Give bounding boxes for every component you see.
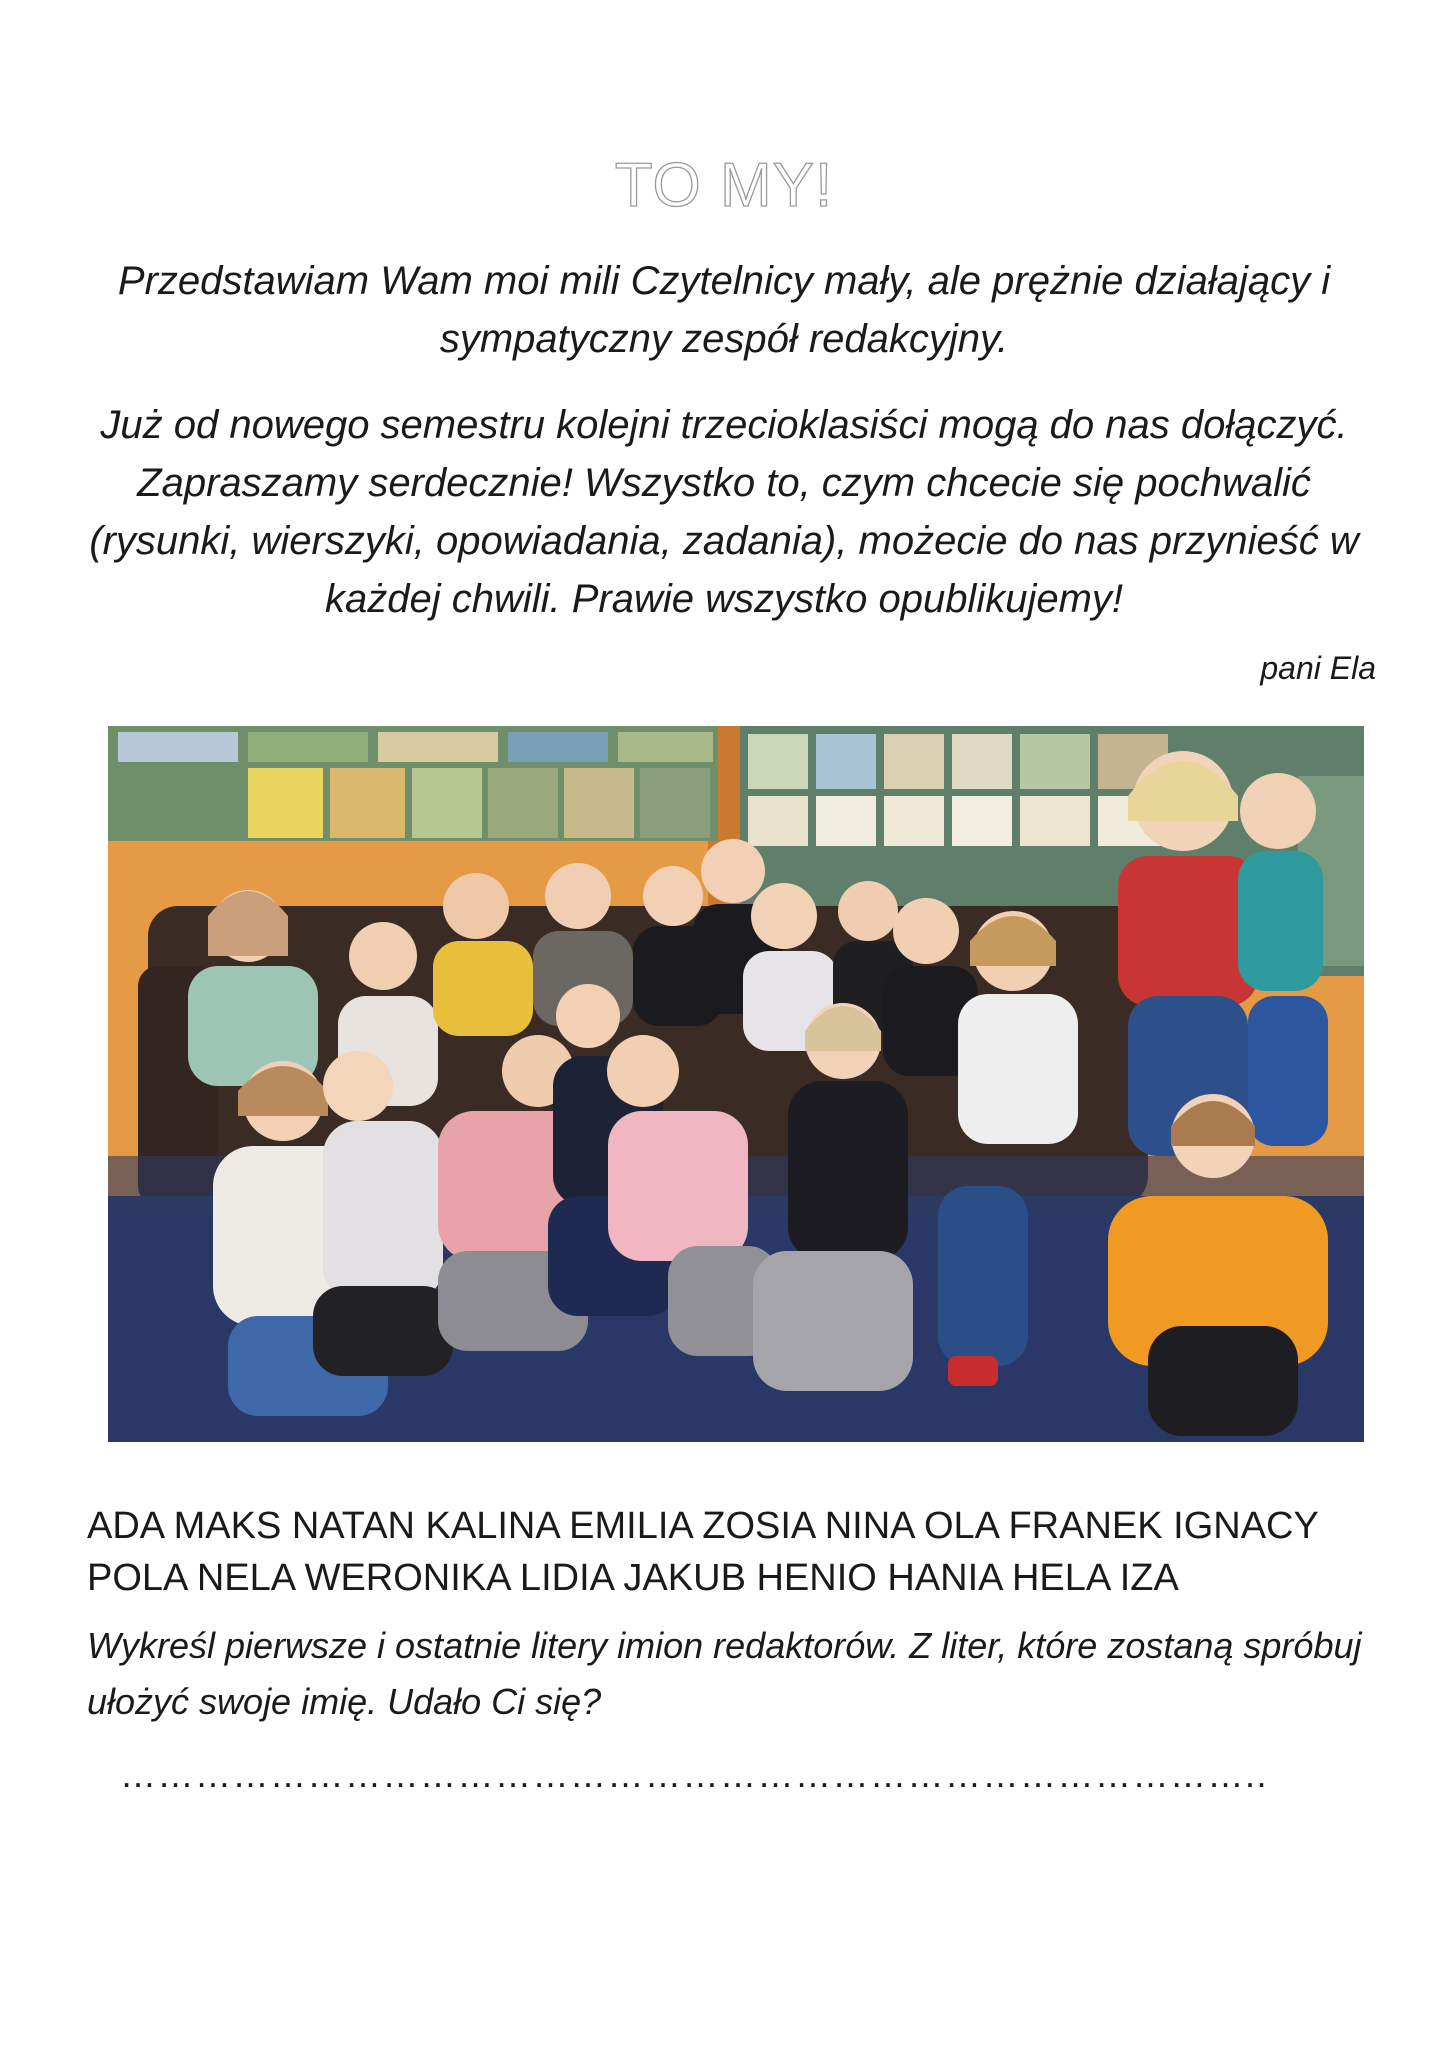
poster-wall-left	[108, 726, 718, 841]
invitation-paragraph: Już od nowego semestru kolejni trzecioklasiści mogą do nas dołączyć. Zapraszamy serdecznie! Wszystko to, czym chcecie się pochwalić (rysunki, wierszyki, opowiadania, zadania), możecie do nas przynieść w każdej chwili. Prawie wszystko opublikujemy!	[89, 403, 1359, 621]
team-photo	[108, 726, 1364, 1442]
editor-names: ADA MAKS NATAN KALINA EMILIA ZOSIA NINA OLA FRANEK IGNACY POLA NELA WERONIKA LIDIA JAKUB HENIO HANIA HELA IZA	[87, 1505, 1319, 1599]
puzzle-instructions: Wykreśl pierwsze i ostatnie litery imion redaktorów. Z liter, które zostaną spróbuj ułożyć swoje imię. Udało Ci się?	[87, 1625, 1362, 1722]
answer-line[interactable]: ………………………………………………………………………………..	[120, 1754, 1269, 1795]
signature: pani Ela	[1260, 650, 1376, 686]
intro-paragraph: Przedstawiam Wam moi mili Czytelnicy mały, ale prężnie działający i sympatyczny zespół redakcyjny.	[117, 259, 1331, 361]
page-title: TO MY!	[614, 151, 834, 220]
